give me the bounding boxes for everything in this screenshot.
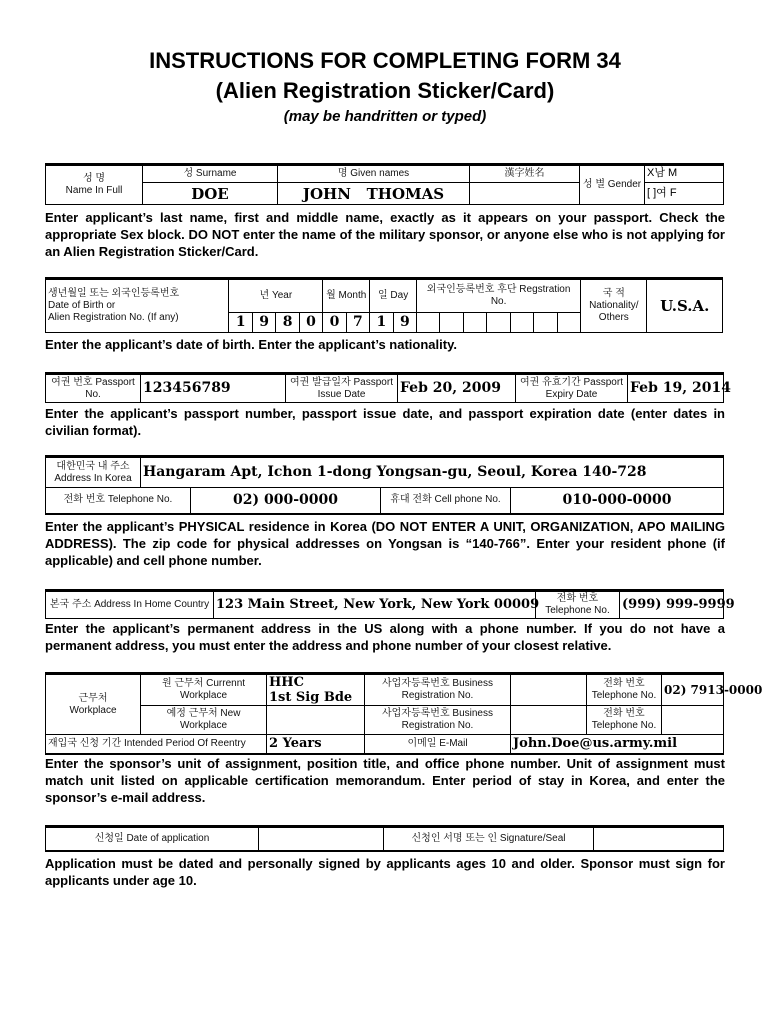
reg-digit[interactable] <box>534 313 557 333</box>
reentry-period-field[interactable]: 2 Years <box>267 735 365 754</box>
passport-expiry-field[interactable]: Feb 19, 2014 <box>628 374 724 403</box>
reg-digit[interactable] <box>440 313 463 333</box>
passport-block <box>45 372 731 403</box>
new-telephone-field[interactable] <box>662 706 724 735</box>
reg-digit[interactable] <box>487 313 510 333</box>
email-field[interactable]: John.Doe@us.army.mil <box>511 735 724 754</box>
registration-no-label: 외국인등록번호 후단 Regstration No. <box>417 279 581 313</box>
year-label: 년 Year <box>229 279 323 313</box>
dob-digit[interactable]: 0 <box>323 313 346 333</box>
dob-digit[interactable]: 1 <box>370 313 393 333</box>
gender-label: 성 별 Gender <box>580 165 645 205</box>
cell-phone-field[interactable]: 010-000-0000 <box>511 488 724 514</box>
page-note: (may be handritten or typed) <box>283 108 487 125</box>
reg-digit[interactable] <box>417 313 440 333</box>
home-address-block <box>45 589 735 619</box>
dob-label: 생년월일 또는 외국인등록번호 Date of Birth or Alien Registration No. (If any) <box>46 279 229 333</box>
work-telephone-field[interactable]: 02) 7913-0000 <box>662 674 724 706</box>
application-date-label: 신청일 Date of application <box>46 827 259 851</box>
nationality-label: 국 적 Nationality/ Others <box>581 279 647 333</box>
application-date-field[interactable] <box>259 827 384 851</box>
signature-label: 신청인 서명 또는 인 Signature/Seal <box>384 827 594 851</box>
instruction-work: Enter the sponsor’s unit of assignment, position title, and office phone number. Unit of assignment must match unit listed on applicable certification memorandum. Enter period of stay in Korea, and enter the sponsor’s e-mail address. <box>45 756 725 805</box>
dob-digit[interactable]: 8 <box>276 313 299 333</box>
work-telephone-label: 전화 번호 Telephone No. <box>587 674 662 706</box>
korea-address-field[interactable]: Hangaram Apt, Ichon 1-dong Yongsan-gu, Seoul, Korea 140-728 <box>141 457 724 488</box>
home-address-label: 본국 주소 Address In Home Country <box>46 591 214 619</box>
telephone-field[interactable]: 02) 000-0000 <box>191 488 381 514</box>
email-label: 이메일 E-Mail <box>365 735 511 754</box>
instruction-address: Enter the applicant’s PHYSICAL residence in Korea (DO NOT ENTER A UNIT, ORGANIZATION, APO MAILING ADDRESS). The zip code for physical addresses on Yongsan is “140-766”. Enter your resident phone (if applicable) and cell phone number. <box>45 519 725 568</box>
instruction-passport: Enter the applicant’s passport number, passport issue date, and passport expiration date (enter dates in civilian format). <box>45 406 725 438</box>
new-workplace-field[interactable] <box>267 706 365 735</box>
instruction-home: Enter the applicant’s permanent address in the US along with a phone number. If you do not have a permanent address, you must enter the address and phone number of your closest relative. <box>45 621 725 653</box>
given-names-label: 명 Given names <box>278 165 470 183</box>
dob-digit[interactable]: 7 <box>346 313 369 333</box>
new-business-reg-label: 사업자등록번호 Business Registration No. <box>365 706 511 735</box>
page-title: INSTRUCTIONS FOR COMPLETING FORM 34 <box>149 48 621 73</box>
passport-issue-field[interactable]: Feb 20, 2009 <box>398 374 516 403</box>
surname-field[interactable]: DOE <box>143 183 278 205</box>
given-names-field[interactable]: JOHN THOMAS <box>278 183 470 205</box>
passport-expiry-label: 여권 유효기간 Passport Expiry Date <box>516 374 628 403</box>
day-label: 일 Day <box>370 279 417 313</box>
dob-block <box>45 277 723 333</box>
home-telephone-label: 전화 번호 Telephone No. <box>536 591 620 619</box>
home-telephone-field[interactable]: (999) 999-9999 <box>620 591 724 619</box>
instruction-sign: Application must be dated and personally signed by applicants ages 10 and older. Sponsor must sign for applicants under age 10. <box>45 856 725 888</box>
home-address-field[interactable]: 123 Main Street, New York, New York 00009 <box>214 591 536 619</box>
page-subtitle: (Alien Registration Sticker/Card) <box>215 78 555 103</box>
current-workplace-label: 원 근무처 Currennt Workplace <box>141 674 267 706</box>
month-label: 월 Month <box>323 279 370 313</box>
telephone-label: 전화 번호 Telephone No. <box>46 488 191 514</box>
dob-digit[interactable]: 0 <box>299 313 322 333</box>
instruction-name: Enter applicant’s last name, first and middle name, exactly as it appears on your passport. Check the appropriate Sex block. DO NOT enter the name of the military sponsor, or anyone else who is not applying for an Alien Registration Sticker/Card. <box>45 210 725 259</box>
hanja-name-field[interactable] <box>470 183 580 205</box>
signature-block <box>45 825 724 852</box>
workplace-label: 근무처 Workplace <box>46 674 141 735</box>
passport-issue-label: 여권 발급일자 Passport Issue Date <box>286 374 398 403</box>
dob-digit[interactable]: 1 <box>229 313 252 333</box>
workplace-block <box>45 672 763 755</box>
reg-digit[interactable] <box>510 313 533 333</box>
reg-digit[interactable] <box>463 313 486 333</box>
nationality-field[interactable]: U.S.A. <box>647 279 723 333</box>
dob-digit[interactable]: 9 <box>393 313 416 333</box>
hanja-name-label: 漢字姓名 <box>470 165 580 183</box>
surname-label: 성 Surname <box>143 165 278 183</box>
passport-no-field[interactable]: 123456789 <box>141 374 286 403</box>
new-telephone-label: 전화 번호 Telephone No. <box>587 706 662 735</box>
passport-no-label: 여권 번호 Passport No. <box>46 374 141 403</box>
business-reg-label: 사업자등록번호 Business Registration No. <box>365 674 511 706</box>
gender-female-checkbox[interactable]: [ ]여 F <box>645 183 724 205</box>
reg-digit[interactable] <box>557 313 581 333</box>
instruction-dob: Enter the applicant’s date of birth. Enter the applicant’s nationality. <box>45 337 457 352</box>
gender-male-checkbox[interactable]: X남 M <box>645 165 724 183</box>
korea-address-label: 대한민국 내 주소 Address In Korea <box>46 457 141 488</box>
new-workplace-label: 예정 근무처 New Workplace <box>141 706 267 735</box>
dob-digit[interactable]: 9 <box>252 313 275 333</box>
current-workplace-field[interactable]: HHC 1st Sig Bde <box>267 674 365 706</box>
business-reg-field[interactable] <box>511 674 587 706</box>
cell-phone-label: 휴대 전화 Cell phone No. <box>381 488 511 514</box>
name-block <box>45 163 724 205</box>
korea-address-block <box>45 455 724 515</box>
name-label: 성 명 Name In Full <box>46 165 143 205</box>
reentry-period-label: 재입국 신청 기간 Intended Period Of Reentry <box>46 735 267 754</box>
signature-field[interactable] <box>594 827 724 851</box>
new-business-reg-field[interactable] <box>511 706 587 735</box>
